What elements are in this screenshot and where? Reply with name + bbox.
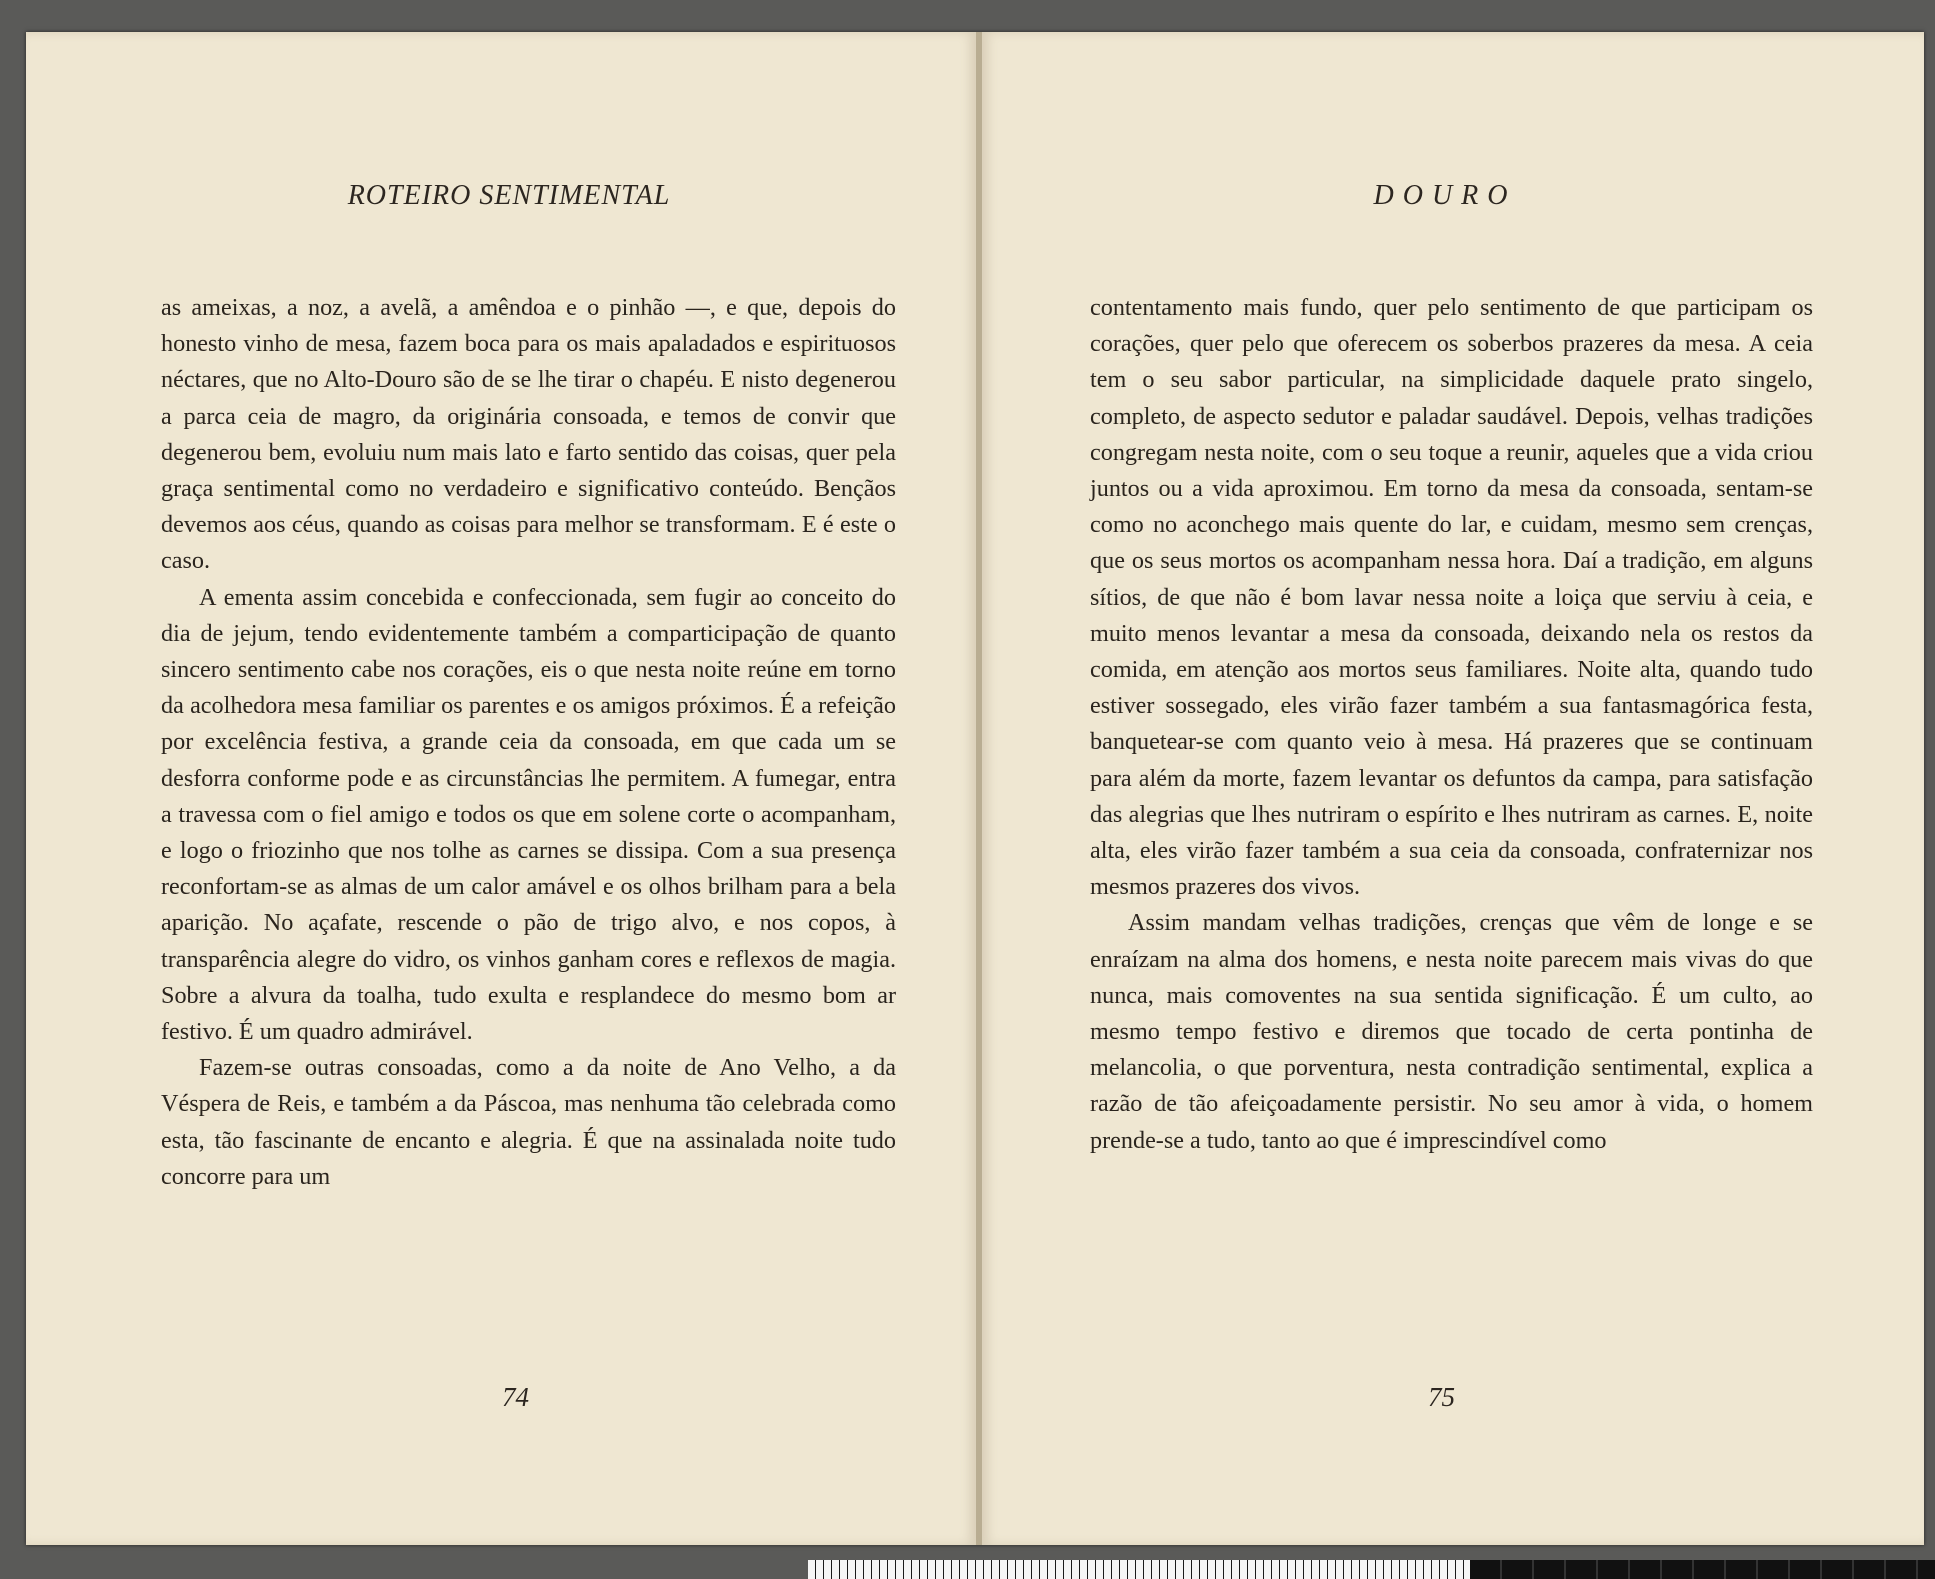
page-number-left: 74 [502, 1382, 529, 1412]
right-text-block [1090, 290, 1813, 1159]
book-spread [26, 32, 1924, 1545]
left-paragraph-2: A ementa assim concebida e confeccionada, sem fugir ao conceito do dia de jejum, tendo evidentemente também a comparticipação de quanto sincero sentimento cabe nos corações, eis o que nesta noite reúne em torno da acolhedora mesa familiar os parentes e os amigos próximos. É a refeição por excelência festiva, a grande ceia da consoada, em que cada um se desforra conforme pode e as circunstâncias lhe permitem. A fumegar, entra a travessa com o fiel amigo e todos os que em solene corte o acompanham, e logo o friozinho que nos tolhe as carnes se dissipa. Com a sua presença reconfortam-se as almas de um calor amável e os olhos brilham para a bela aparição. No açafate, rescende o pão de trigo alvo, e nos copos, à transparência alegre do vidro, os vinhos ganham cores e reflexos de magia. Sobre a alvura da toalha, tudo exulta e resplandece do mesmo bom ar festivo. É um quadro admirável. [161, 583, 896, 1046]
running-head-right: DOURO [1373, 180, 1517, 211]
color-scale-bar [808, 1560, 1935, 1579]
left-paragraph-1: as ameixas, a noz, a avelã, a amêndoa e o pinhão —, e que, depois do honesto vinho de mesa, fazem boca para os mais apaladados e espirituosos néctares, que no Alto-Douro são de se lhe tirar o chapéu. E nisto degenerou a parca ceia de magro, da originária consoada, e temos de convir que degenerou bem, evoluiu num mais lato e farto sentido das coisas, quer pela graça sentimental como no verdadeiro e significativo conteúdo. Bençãos devemos aos céus, quando as coisas para melhor se transformam. E é este o caso. [161, 294, 896, 575]
right-paragraph-1: contentamento mais fundo, quer pelo sentimento de que participam os corações, quer pelo que oferecem os soberbos prazeres da mesa. A ceia tem o seu sabor particular, na simplicidade daquele prato singelo, completo, de aspecto sedutor e paladar saudável. Depois, velhas tradições congregam nesta noite, com o seu toque a reunir, aqueles que a vida criou juntos ou a vida aproximou. Em torno da mesa da consoada, sentam-se como no aconchego mais quente do lar, e cuidam, mesmo sem crenças, que os seus mortos os acompanham nessa hora. Daí a tradição, em alguns sítios, de que não é bom lavar nessa noite a loiça que serviu à ceia, e muito menos levantar a mesa da consoada, deixando nela os restos da comida, em atenção aos mortos seus familiares. Noite alta, quando tudo estiver sossegado, eles virão fazer também a sua fantasmagórica festa, banquetear-se com quanto veio à mesa. Há prazeres que se continuam para além da morte, fazem levantar os defuntos da campa, para satisfação das alegrias que lhes nutriram o espírito e lhes nutriram as carnes. E, noite alta, eles virão fazer também a sua ceia da consoada, confraternizar nos mesmos prazeres dos vivos. [1090, 294, 1813, 901]
left-paragraph-3: Fazem-se outras consoadas, como a da noite de Ano Velho, a da Véspera de Reis, e também a da Páscoa, mas nenhuma tão celebrada como esta, tão fascinante de encanto e alegria. É que na assinalada noite tudo concorre para um [161, 1054, 896, 1190]
left-page [26, 32, 976, 1545]
right-paragraph-2: Assim mandam velhas tradições, crenças que vêm de longe e se enraízam na alma dos homens, e nesta noite parecem mais vivas do que nunca, mais comoventes na sua sentida significação. É um culto, ao mesmo tempo festivo e diremos que tocado de certa pontinha de melancolia, o que porventura, nesta contradição sentimental, explica a razão de tão afeiçoadamente persistir. No seu amor à vida, o homem prende-se a tudo, tanto ao que é imprescindível como [1090, 909, 1813, 1154]
right-page [982, 32, 1924, 1545]
running-head-left: ROTEIRO SENTIMENTAL [347, 180, 671, 211]
left-text-block [161, 290, 896, 1195]
scale-bar-dark-segment [1470, 1560, 1935, 1579]
page-number-right: 75 [1428, 1382, 1455, 1412]
